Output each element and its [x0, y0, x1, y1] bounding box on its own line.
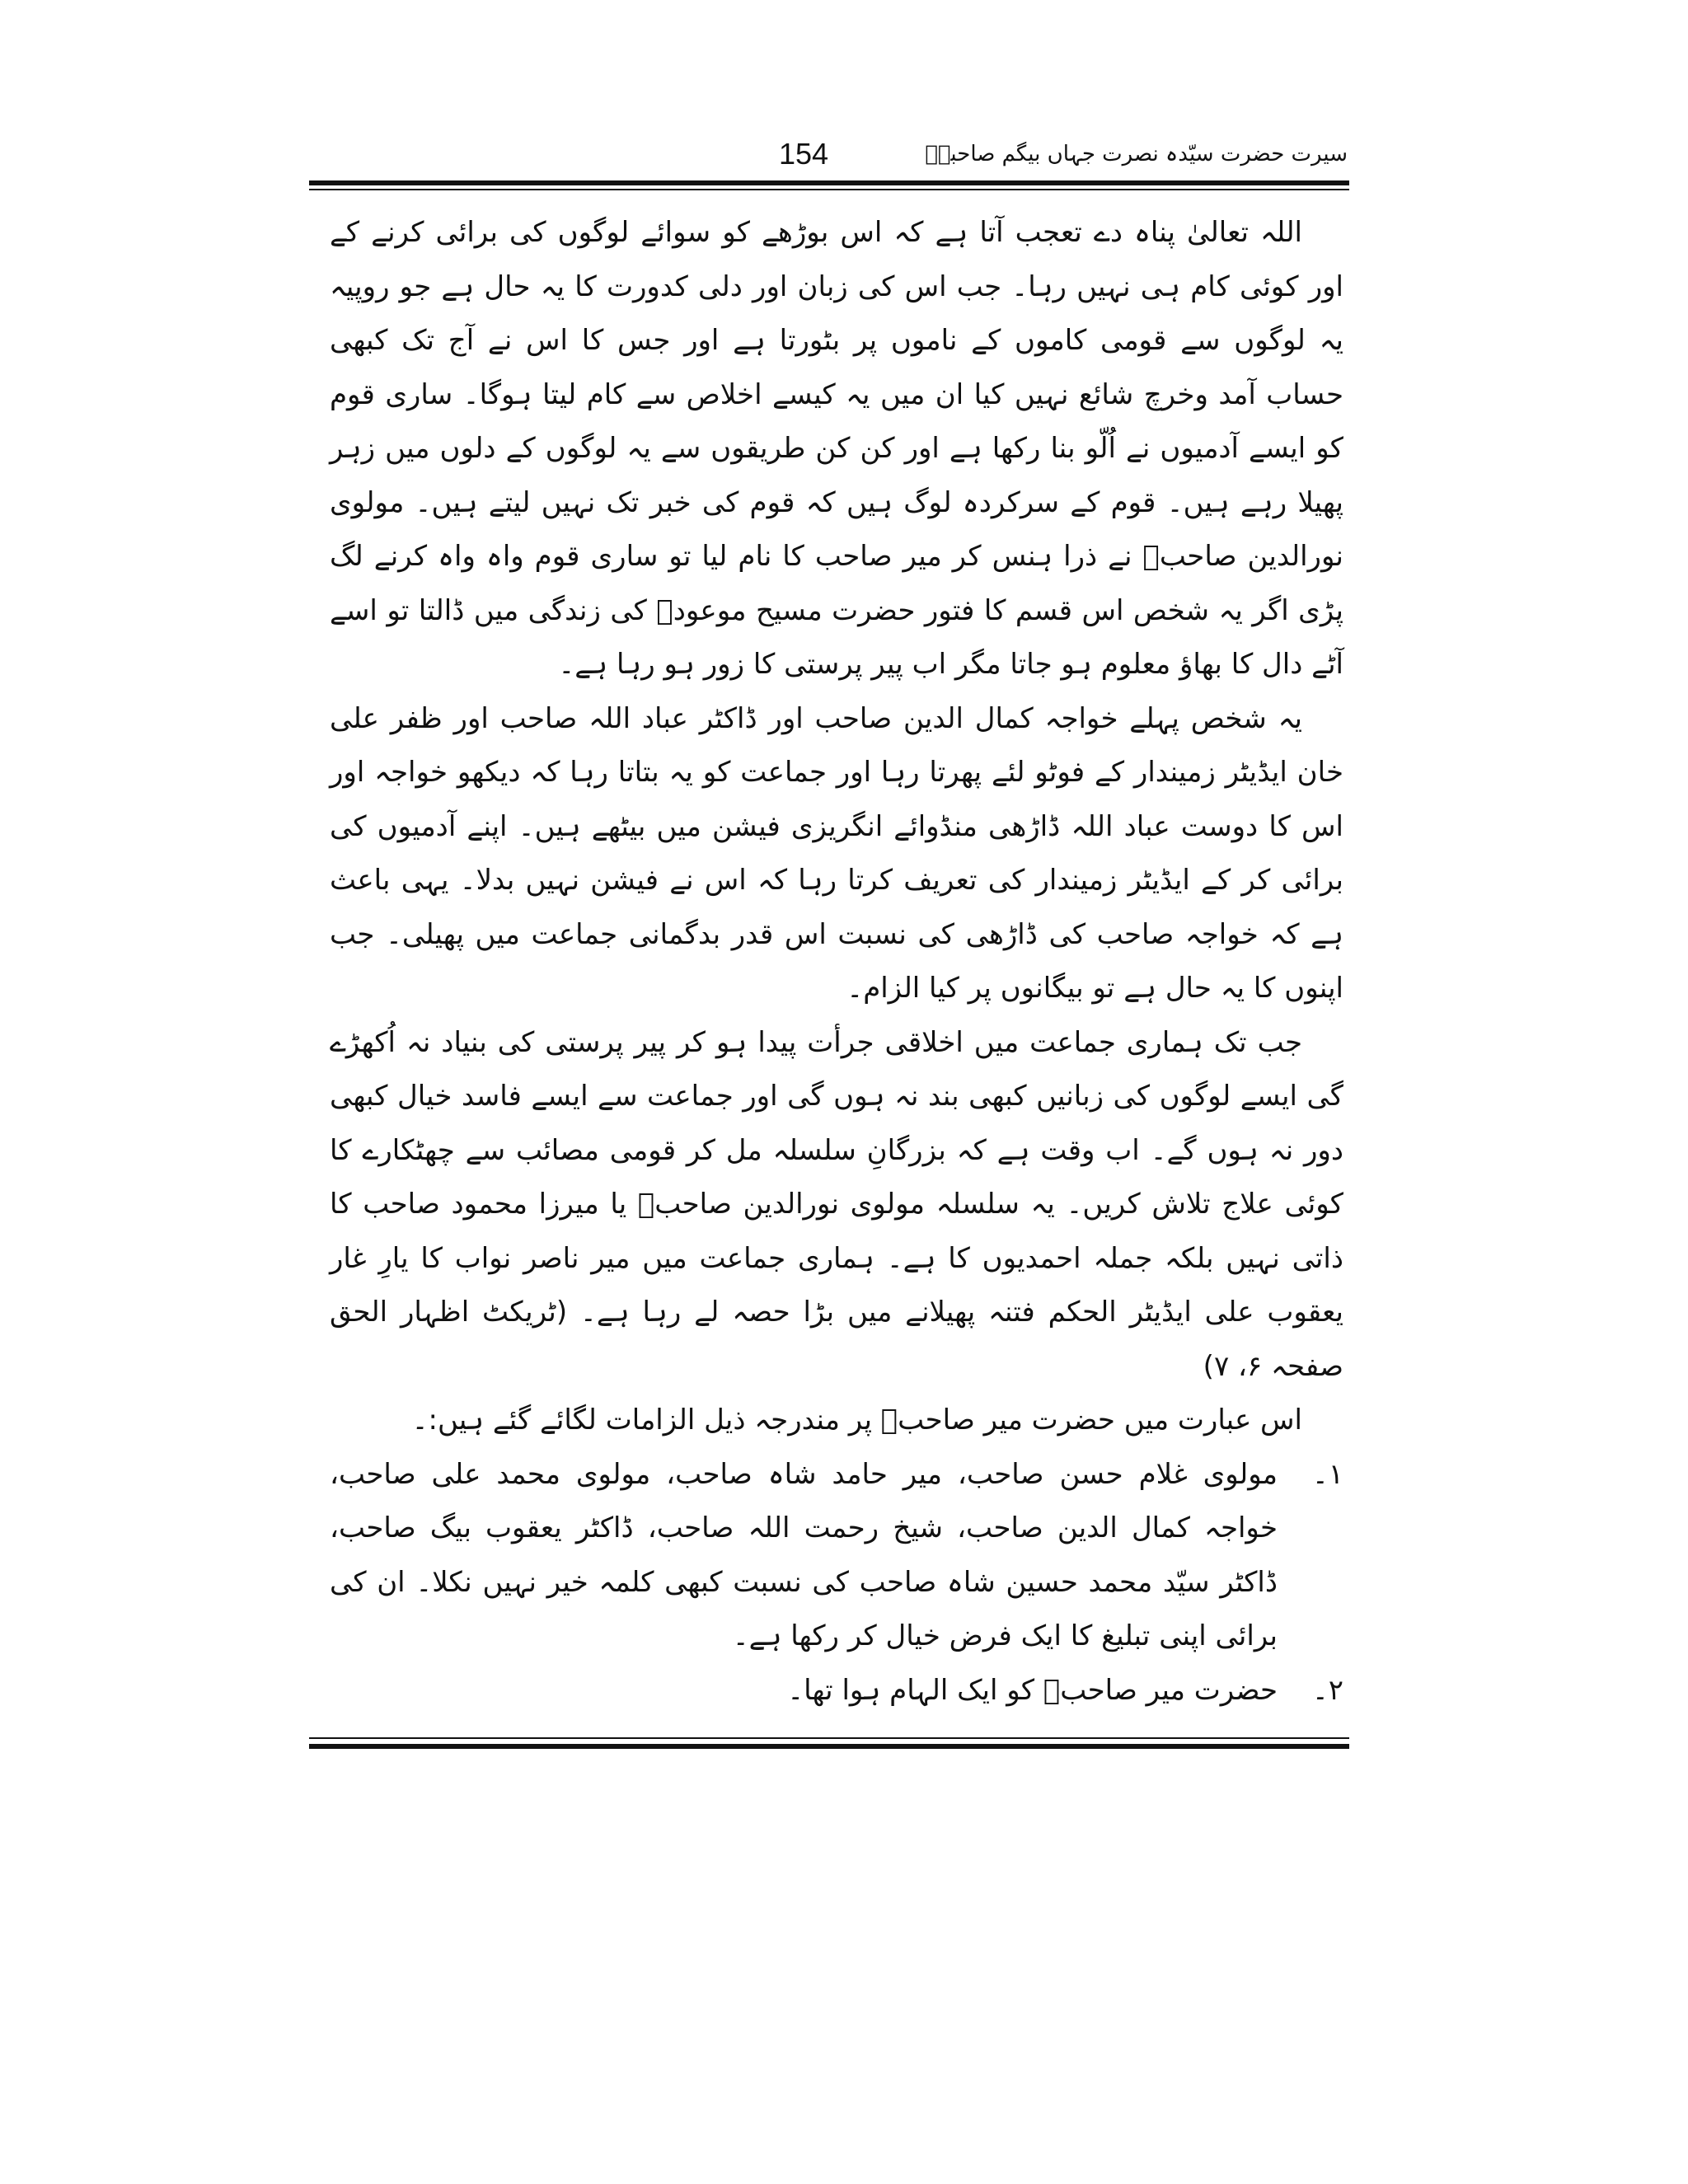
header-rule-thick: [309, 180, 1349, 185]
footer-rule-thick: [309, 1744, 1349, 1749]
list-number: ۲۔: [1311, 1673, 1343, 1707]
list-item: [330, 1664, 1343, 1718]
list-text: حضرت میر صاحبؓ کو ایک الہام ہوا تھا۔: [787, 1673, 1278, 1707]
list-text: مولوی غلام حسن صاحب، میر حامد شاہ صاحب، مولوی محمد علی صاحب، خواجہ کمال الدین صاحب، شیخ رحمت اللہ صاحب، ڈاکٹر یعقوب بیگ صاحب، ڈاکٹر سیّد محمد حسین شاہ صاحب کی نسبت کبھی کلمہ خیر نہیں نکلا۔ ان کی برائی اپنی تبلیغ کا ایک فرض خیال کر رکھا ہے۔: [330, 1457, 1278, 1652]
header-rule-thin: [309, 189, 1349, 190]
list-number: ۱۔: [1311, 1457, 1343, 1491]
page-header: [309, 132, 1348, 181]
intro-line: اس عبارت میں حضرت میر صاحبؓ پر مندرجہ ذیل الزامات لگائے گئے ہیں:۔: [411, 1404, 1302, 1436]
page-body: [330, 206, 1343, 1739]
running-title: سیرت حضرت سیّدہ نصرت جہاں بیگم صاحبہؓ: [925, 142, 1348, 166]
page-number: 154: [779, 137, 829, 171]
paragraph-2: یہ شخص پہلے خواجہ کمال الدین صاحب اور ڈاکٹر عباد اللہ صاحب اور ظفر علی خان ایڈیٹر زمیندار کے فوٹو لئے پھرتا رہا اور جماعت کو یہ بتاتا رہا کہ دیکھو خواجہ اور اس کا دوست عباد اللہ ڈاڑھی منڈوائے انگریزی فیشن میں بیٹھے ہیں۔ اپنے آدمیوں کی برائی کر کے ایڈیٹر زمیندار کی تعریف کرتا رہا کہ اس نے فیشن نہیں بدلا۔ یہی باعث ہے کہ خواجہ صاحب کی ڈاڑھی کی نسبت اس قدر بدگمانی جماعت میں پھیلی۔ جب اپنوں کا یہ حال ہے تو بیگانوں پر کیا الزام۔: [330, 701, 1343, 1005]
paragraph-3: جب تک ہماری جماعت میں اخلاقی جرأت پیدا ہو کر پیر پرستی کی بنیاد نہ اُکھڑے گی ایسے لوگوں کی زبانیں کبھی بند نہ ہوں گی اور جماعت سے ایسے فاسد خیال کبھی دور نہ ہوں گے۔ اب وقت ہے کہ بزرگانِ سلسلہ مل کر قومی مصائب سے چھٹکارے کا کوئی علاج تلاش کریں۔ یہ سلسلہ مولوی نورالدین صاحبؓ یا میرزا محمود صاحب کا ذاتی نہیں بلکہ جملہ احمدیوں کا ہے۔ ہماری جماعت میں میر ناصر نواب کا یارِ غار یعقوب علی ایڈیٹر الحکم فتنہ پھیلانے میں بڑا حصہ لے رہا ہے۔ (ٹریکٹ اظہار الحق صفحہ ۶، ۷): [330, 1025, 1343, 1383]
footer-rule-thin: [309, 1737, 1349, 1739]
paragraph-1: اللہ تعالیٰ پناہ دے تعجب آتا ہے کہ اس بوڑھے کو سوائے لوگوں کی برائی کرنے کے اور کوئی کام ہی نہیں رہا۔ جب اس کی زبان اور دلی کدورت کا یہ حال ہے جو روپیہ یہ لوگوں سے قومی کاموں کے ناموں پر بٹورتا ہے اور جس کا اس نے آج تک کبھی حساب آمد وخرچ شائع نہیں کیا ان میں یہ کیسے اخلاص سے کام لیتا ہوگا۔ ساری قوم کو ایسے آدمیوں نے اُلّو بنا رکھا ہے اور کن کن طریقوں سے یہ لوگوں کے دلوں میں زہر پھیلا رہے ہیں۔ قوم کے سرکردہ لوگ ہیں کہ قوم کی خبر تک نہیں لیتے ہیں۔ مولوی نورالدین صاحبؓ نے ذرا ہنس کر میر صاحب کا نام لیا تو ساری قوم واہ واہ کرنے لگ پڑی اگر یہ شخص اس قسم کا فتور حضرت مسیح موعودؑ کی زندگی میں ڈالتا تو اسے آٹے دال کا بھاؤ معلوم ہو جاتا مگر اب پیر پرستی کا زور ہو رہا ہے۔: [330, 216, 1343, 681]
list-item: [330, 1448, 1343, 1664]
